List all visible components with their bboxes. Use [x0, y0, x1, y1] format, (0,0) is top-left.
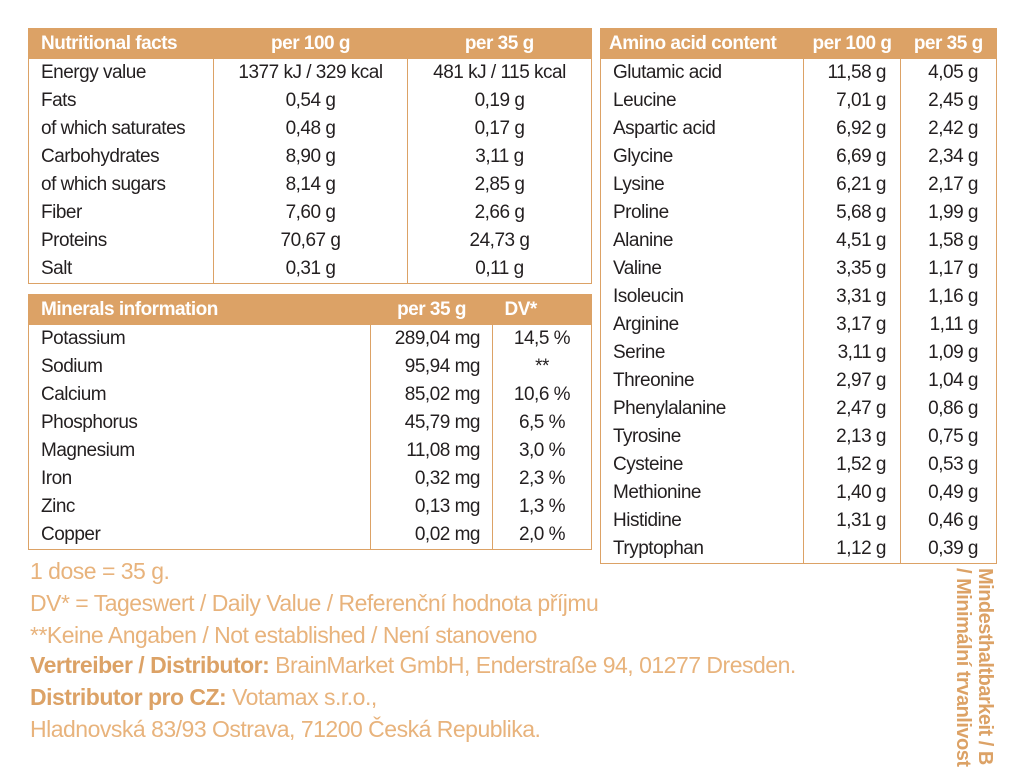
- row-value: 2,0 %: [493, 521, 592, 550]
- header-amino: Amino acid content: [601, 29, 804, 60]
- row-value: 11,58 g: [804, 59, 901, 87]
- row-value: 481 kJ / 115 kcal: [408, 59, 592, 87]
- table-row: [29, 87, 592, 115]
- row-value: 0,32 mg: [371, 465, 493, 493]
- row-label: Fiber: [41, 202, 82, 223]
- row-label: Salt: [41, 258, 72, 279]
- header-per-35g: per 35 g: [408, 29, 592, 60]
- table-row: [29, 465, 592, 493]
- cz-distributor-value: Votamax s.r.o.,: [226, 684, 377, 710]
- table-row: [601, 423, 997, 451]
- row-value: 0,75 g: [901, 423, 997, 451]
- row-value: 24,73 g: [408, 227, 592, 255]
- row-value: 1,31 g: [804, 507, 901, 535]
- table-row: [601, 395, 997, 423]
- row-value: 95,94 mg: [371, 353, 493, 381]
- header-per-100g: per 100 g: [804, 29, 901, 60]
- table-row: [601, 535, 997, 564]
- row-value: 85,02 mg: [371, 381, 493, 409]
- row-value: 0,86 g: [901, 395, 997, 423]
- row-value: 2,34 g: [901, 143, 997, 171]
- row-value: 1,40 g: [804, 479, 901, 507]
- row-value: 0,13 mg: [371, 493, 493, 521]
- row-value: 7,60 g: [214, 199, 408, 227]
- row-label: Tryptophan: [613, 538, 704, 559]
- row-value: 1377 kJ / 329 kcal: [214, 59, 408, 87]
- dv-note: DV* = Tageswert / Daily Value / Referenční hodnota příjmu: [30, 590, 599, 616]
- table-row: [601, 87, 997, 115]
- row-label: Calcium: [41, 384, 107, 405]
- row-value: 289,04 mg: [371, 325, 493, 353]
- minerals-table: [28, 294, 592, 550]
- row-label: Arginine: [613, 314, 679, 335]
- row-value: 1,09 g: [901, 339, 997, 367]
- row-value: 2,17 g: [901, 171, 997, 199]
- row-value: 6,92 g: [804, 115, 901, 143]
- table-row: [601, 115, 997, 143]
- row-value: 1,04 g: [901, 367, 997, 395]
- distributor-value: BrainMarket GmbH, Enderstraße 94, 01277 Dresden.: [269, 652, 796, 678]
- dose-note: 1 dose = 35 g.: [30, 558, 170, 584]
- row-value: 6,21 g: [804, 171, 901, 199]
- cz-distributor-label: Distributor pro CZ:: [30, 684, 227, 710]
- row-label: of which saturates: [41, 118, 186, 139]
- row-value: 1,52 g: [804, 451, 901, 479]
- row-label: Lysine: [613, 174, 665, 195]
- row-label: Energy value: [41, 62, 146, 83]
- table-row: [29, 409, 592, 437]
- row-value: 6,69 g: [804, 143, 901, 171]
- row-value: 1,11 g: [901, 311, 997, 339]
- row-label: Carbohydrates: [41, 146, 160, 167]
- row-value: 4,05 g: [901, 59, 997, 87]
- row-value: 2,13 g: [804, 423, 901, 451]
- row-value: **: [493, 353, 592, 381]
- row-label: Alanine: [613, 230, 673, 251]
- row-value: 8,90 g: [214, 143, 408, 171]
- header-per-35g: per 35 g: [371, 295, 493, 326]
- row-value: 2,97 g: [804, 367, 901, 395]
- row-value: 0,19 g: [408, 87, 592, 115]
- row-label: Threonine: [613, 370, 695, 391]
- row-value: 0,46 g: [901, 507, 997, 535]
- table-row: [601, 59, 997, 87]
- table-row: [601, 507, 997, 535]
- table-row: [601, 199, 997, 227]
- header-minerals: Minerals information: [29, 295, 371, 326]
- table-row: [29, 115, 592, 143]
- table-row: [29, 143, 592, 171]
- row-label: Glycine: [613, 146, 673, 167]
- row-value: 1,3 %: [493, 493, 592, 521]
- row-value: 10,6 %: [493, 381, 592, 409]
- row-label: Phosphorus: [41, 412, 138, 433]
- table-row: [601, 143, 997, 171]
- header-dv: DV*: [493, 295, 592, 326]
- table-row: [601, 451, 997, 479]
- cz-address: Hladnovská 83/93 Ostrava, 71200 Česká Republika.: [30, 716, 541, 742]
- row-value: 14,5 %: [493, 325, 592, 353]
- table-row: [601, 283, 997, 311]
- row-label: Zinc: [41, 496, 75, 517]
- row-label: Proteins: [41, 230, 107, 251]
- row-value: 2,3 %: [493, 465, 592, 493]
- row-value: 0,53 g: [901, 451, 997, 479]
- row-label: Histidine: [613, 510, 682, 531]
- nutrition-table: [28, 28, 592, 284]
- row-value: 7,01 g: [804, 87, 901, 115]
- table-row: [601, 311, 997, 339]
- row-value: 2,42 g: [901, 115, 997, 143]
- row-value: 0,17 g: [408, 115, 592, 143]
- table-row: [29, 521, 592, 550]
- row-value: 2,66 g: [408, 199, 592, 227]
- row-label: of which sugars: [41, 174, 166, 195]
- header-nutritional-facts: Nutritional facts: [29, 29, 214, 60]
- row-value: 0,49 g: [901, 479, 997, 507]
- row-value: 5,68 g: [804, 199, 901, 227]
- row-label: Iron: [41, 468, 72, 489]
- row-value: 3,11 g: [408, 143, 592, 171]
- row-value: 2,47 g: [804, 395, 901, 423]
- row-label: Valine: [613, 258, 662, 279]
- table-row: [29, 437, 592, 465]
- header-per-100g: per 100 g: [214, 29, 408, 60]
- row-value: 0,39 g: [901, 535, 997, 564]
- best-before-vertical: [952, 568, 996, 768]
- row-label: Serine: [613, 342, 665, 363]
- table-row: [29, 199, 592, 227]
- row-label: Potassium: [41, 328, 126, 349]
- table-row: [601, 227, 997, 255]
- row-label: Isoleucin: [613, 286, 684, 307]
- table-row: [601, 479, 997, 507]
- row-value: 0,31 g: [214, 255, 408, 284]
- row-value: 0,11 g: [408, 255, 592, 284]
- row-label: Methionine: [613, 482, 701, 503]
- table-row: [601, 339, 997, 367]
- row-label: Proline: [613, 202, 669, 223]
- table-row: [29, 325, 592, 353]
- row-value: 70,67 g: [214, 227, 408, 255]
- table-row: [601, 255, 997, 283]
- table-row: [601, 171, 997, 199]
- row-label: Phenylalanine: [613, 398, 726, 419]
- row-value: 1,16 g: [901, 283, 997, 311]
- row-value: 6,5 %: [493, 409, 592, 437]
- row-value: 0,48 g: [214, 115, 408, 143]
- row-label: Magnesium: [41, 440, 135, 461]
- row-label: Fats: [41, 90, 76, 111]
- row-value: 3,31 g: [804, 283, 901, 311]
- row-value: 1,17 g: [901, 255, 997, 283]
- best-before-line-2: / Minimální trvanlivost: [952, 568, 974, 767]
- best-before-line-1: Mindesthaltbarkeit / B: [974, 568, 996, 765]
- row-value: 3,0 %: [493, 437, 592, 465]
- row-value: 0,02 mg: [371, 521, 493, 550]
- table-row: [29, 227, 592, 255]
- row-value: 2,85 g: [408, 171, 592, 199]
- row-label: Leucine: [613, 90, 677, 111]
- row-value: 45,79 mg: [371, 409, 493, 437]
- row-value: 11,08 mg: [371, 437, 493, 465]
- table-row: [29, 381, 592, 409]
- table-row: [601, 367, 997, 395]
- row-value: 3,11 g: [804, 339, 901, 367]
- distributor-line: [30, 652, 796, 679]
- table-row: [29, 353, 592, 381]
- row-value: 3,35 g: [804, 255, 901, 283]
- table-row: [29, 171, 592, 199]
- row-value: 4,51 g: [804, 227, 901, 255]
- row-label: Glutamic acid: [613, 62, 722, 83]
- amino-table: [600, 28, 997, 564]
- row-value: 1,58 g: [901, 227, 997, 255]
- row-label: Tyrosine: [613, 426, 681, 447]
- row-value: 2,45 g: [901, 87, 997, 115]
- row-label: Copper: [41, 524, 101, 545]
- row-label: Aspartic acid: [613, 118, 716, 139]
- header-per-35g: per 35 g: [901, 29, 997, 60]
- row-value: 1,99 g: [901, 199, 997, 227]
- row-value: 0,54 g: [214, 87, 408, 115]
- row-label: Sodium: [41, 356, 103, 377]
- row-value: 3,17 g: [804, 311, 901, 339]
- table-row: [29, 493, 592, 521]
- cz-distributor-line: [30, 684, 377, 711]
- row-value: 8,14 g: [214, 171, 408, 199]
- table-row: [29, 59, 592, 87]
- na-note: **Keine Angaben / Not established / Není stanoveno: [30, 622, 537, 648]
- row-value: 1,12 g: [804, 535, 901, 564]
- table-row: [29, 255, 592, 284]
- distributor-label: Vertreiber / Distributor:: [30, 652, 270, 678]
- row-label: Cysteine: [613, 454, 683, 475]
